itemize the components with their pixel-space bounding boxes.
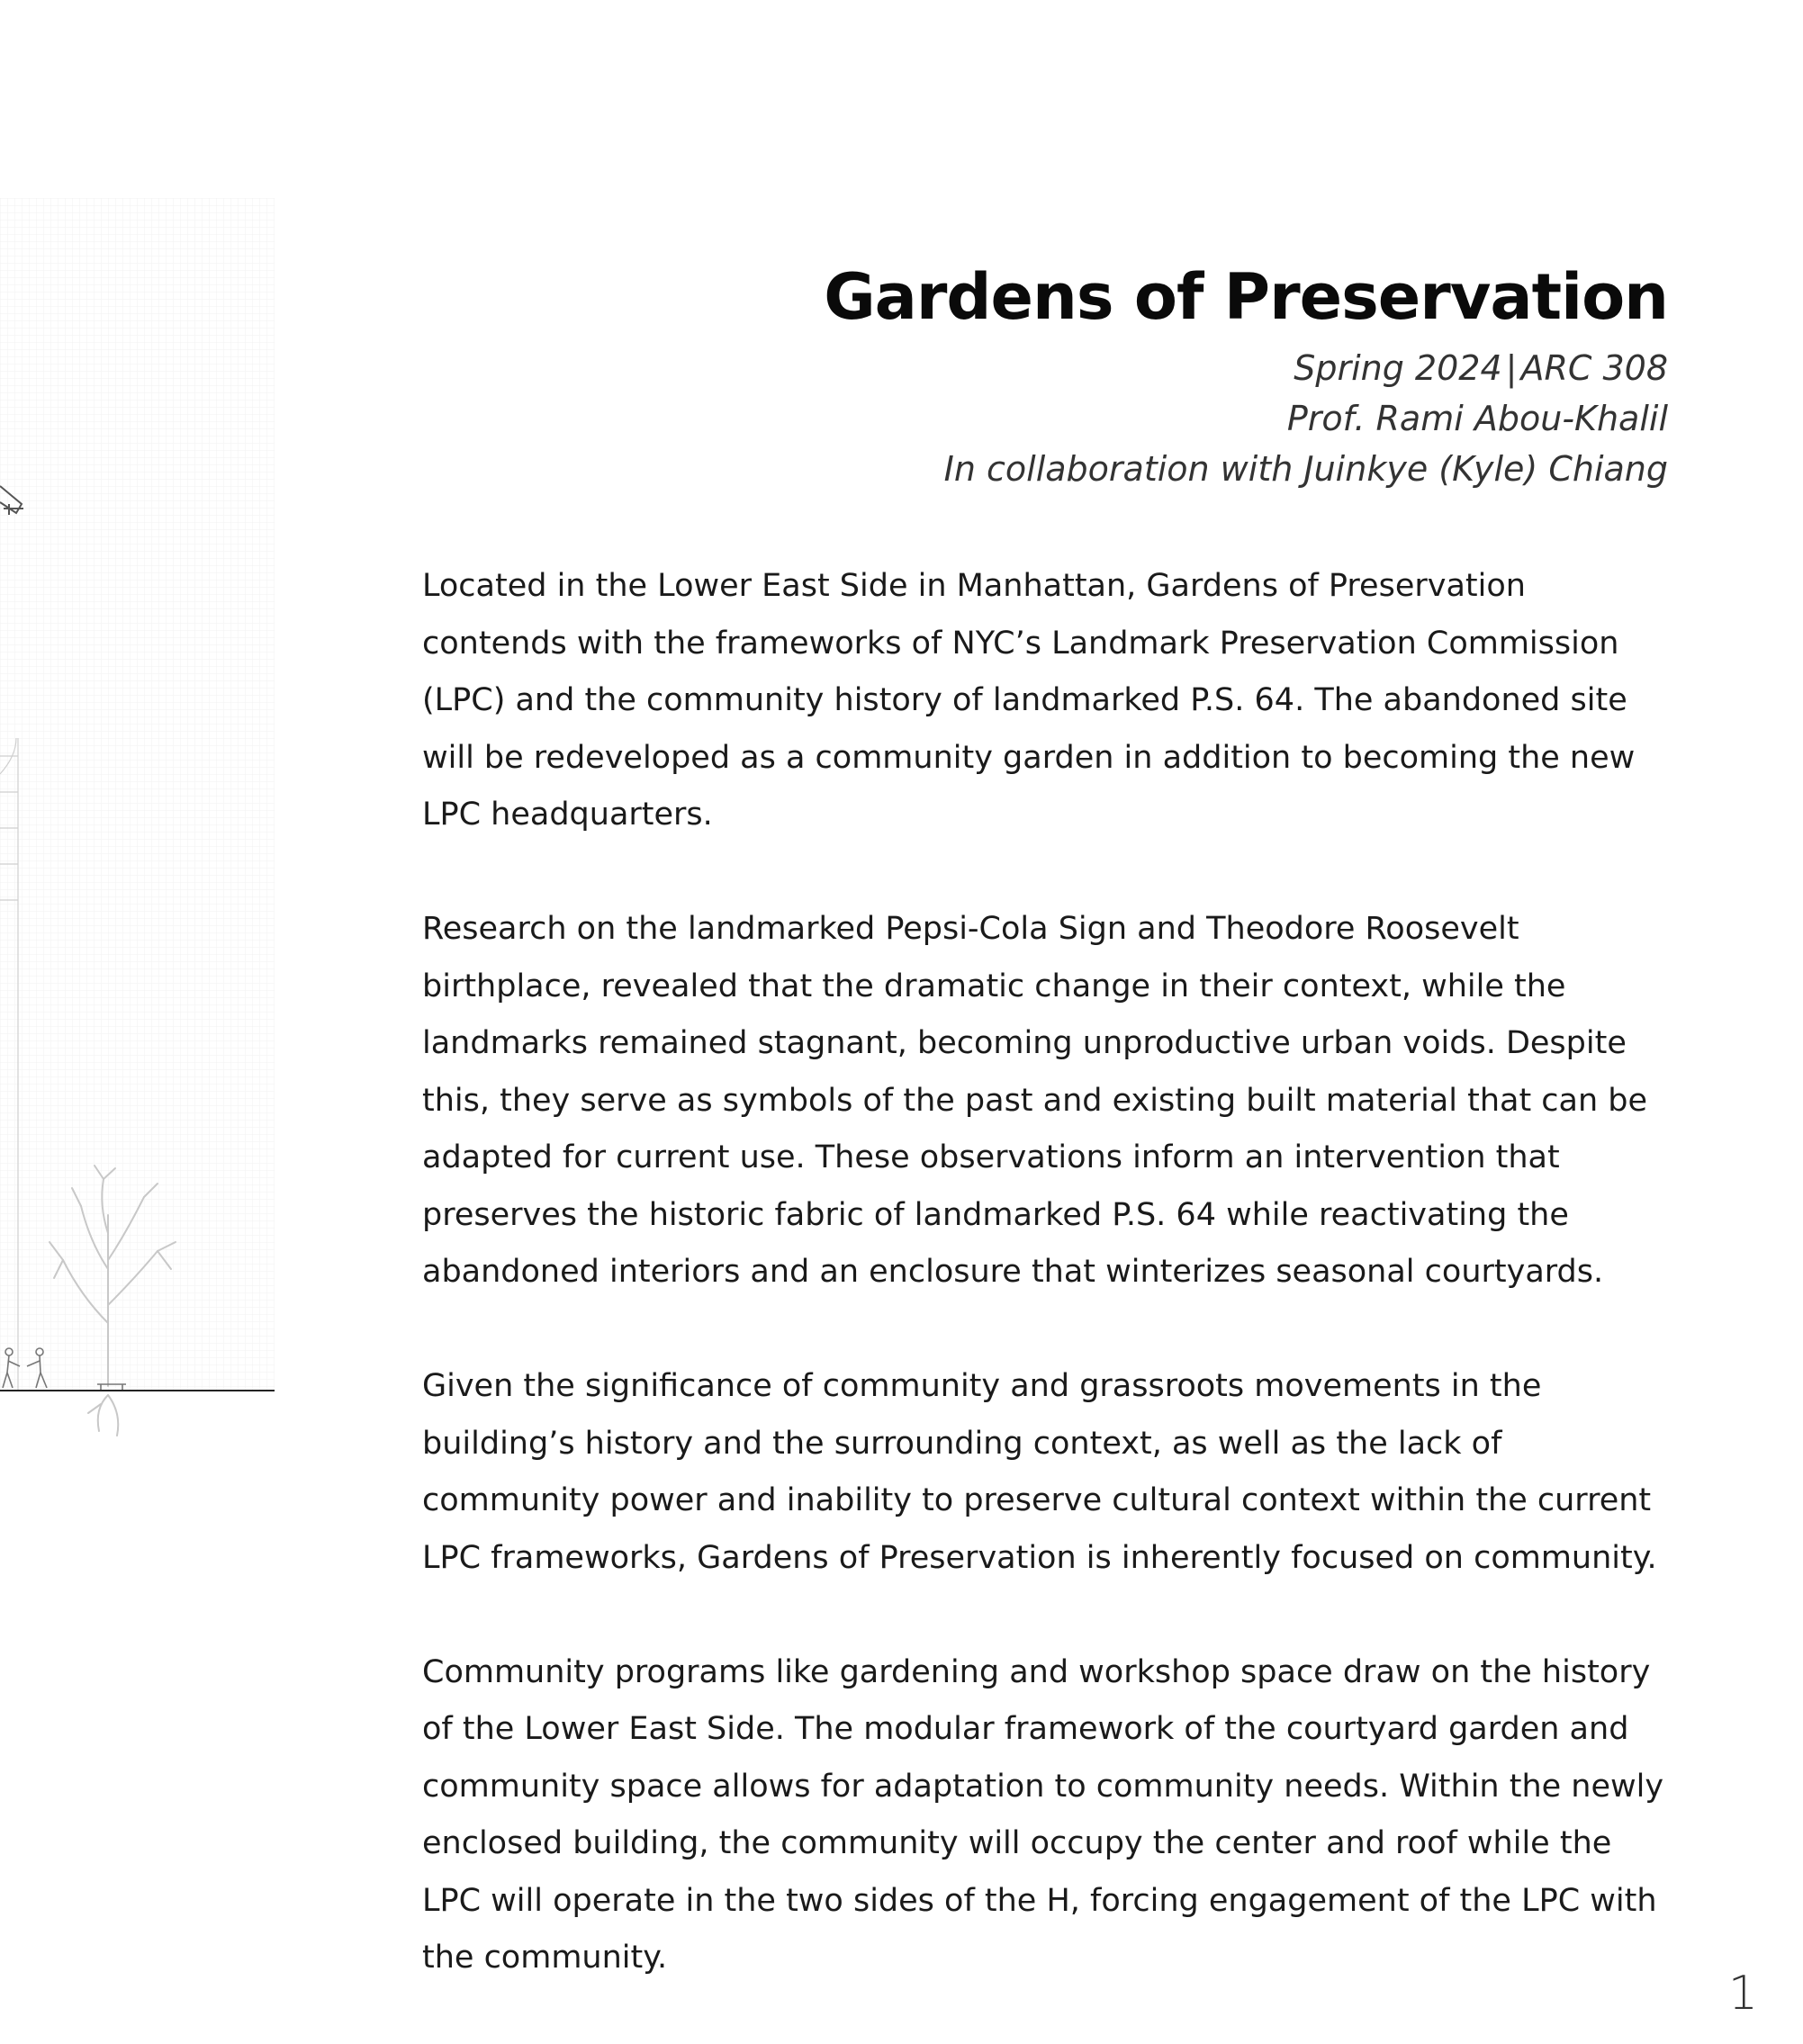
body-text (422, 558, 1678, 2044)
collaboration-line: In collaboration with Juinkye (Kyle) Chiang (943, 449, 1668, 489)
course-text: ARC 308 (1520, 348, 1668, 388)
page-title: Gardens of Preservation (824, 260, 1668, 334)
semester-text: Spring 2024 (1294, 348, 1502, 388)
separator-text: | (1505, 348, 1518, 388)
page-number: 1 (1727, 1967, 1758, 2021)
paragraph-intro: Located in the Lower East Side in Manhattan, Gardens of Preservation contends with the frameworks of NYC’s Landmark Preservation Commission (LPC) and the community history of landmarked P.S. 64. The abandoned site will be redeveloped as a community garden in addition to becoming the new LPC headquarters. (422, 568, 1636, 833)
paragraph-programs: Community programs like gardening and workshop space draw on the history of the Lower East Side. The modular framework of the courtyard garden and community space allows for adaptation to community needs. Within the newly enclosed building, the community will occupy the center and roof while the LPC will operate in the two sides of the H, forcing engagement of the LPC with the community. (422, 1653, 1664, 1976)
header-block (824, 257, 1668, 494)
paragraph-community: Given the significance of community and grassroots movements in the building’s history and the surrounding context, as well as the lack of community power and inability to preserve cultural context within the current LPC frameworks, Gardens of Preservation is inherently focused on community. (422, 1368, 1657, 1576)
architectural-section-drawing (0, 198, 275, 1458)
paragraph-research: Research on the landmarked Pepsi-Cola Sign and Theodore Roosevelt birthplace, revealed that the dramatic change in their context, while the landmarks remained stagnant, becoming unproductive urban voids. Despite this, they serve as symbols of the past and existing built material that can be adapted for current use. These observations inform an intervention that preserves the historic fabric of landmarked P.S. 64 while reactivating the abandoned interiors and an enclosure that winterizes seasonal courtyards. (422, 911, 1648, 1290)
professor-line: Prof. Rami Abou-Khalil (1286, 399, 1668, 438)
course-line (824, 343, 1668, 393)
